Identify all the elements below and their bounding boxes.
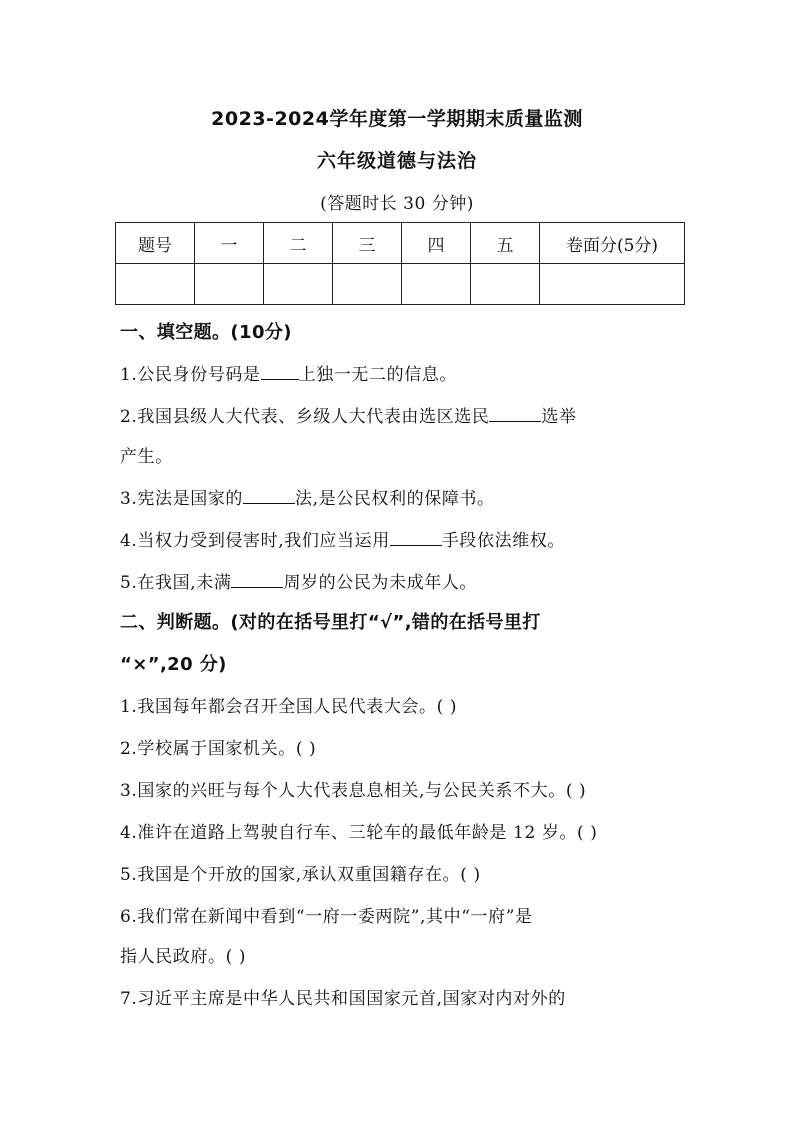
question-text: 5.在我国,未满: [120, 573, 232, 593]
judge-question: 4.准许在道路上驾驶自行车、三轮车的最低年龄是 12 岁。( ): [120, 823, 598, 843]
question-text: 2.我国县级人大代表、乡级人大代表由选区选民: [120, 407, 490, 427]
answer-blank[interactable]: [243, 489, 295, 504]
judge-question: 3.国家的兴旺与每个人大代表息息相关,与公民关系不大。( ): [120, 781, 587, 801]
fill-question-1: [120, 360, 680, 385]
score-entry-cell[interactable]: [471, 264, 540, 305]
judge-question: 6.我们常在新闻中看到“一府一委两院”,其中“一府”是: [120, 907, 533, 927]
score-header-cell: 五: [471, 223, 540, 264]
score-entry-cell[interactable]: [195, 264, 264, 305]
question-text: 4.当权力受到侵害时,我们应当运用: [120, 531, 390, 551]
score-entry-cell[interactable]: [264, 264, 333, 305]
question-text: 1.公民身份号码是: [120, 365, 261, 385]
fill-question-3: [120, 484, 680, 509]
fill-question-4: [120, 526, 680, 551]
section2-heading: 二、判断题。(对的在括号里打“√”,错的在括号里打: [120, 612, 541, 633]
fill-question-2: [120, 402, 680, 427]
judge-question: 5.我国是个开放的国家,承认双重国籍存在。( ): [120, 865, 481, 885]
answer-blank[interactable]: [489, 407, 541, 422]
score-header-cell: 二: [264, 223, 333, 264]
answer-blank[interactable]: [390, 531, 442, 546]
judge-question: 7.习近平主席是中华人民共和国国家元首,国家对内对外的: [120, 989, 566, 1009]
score-table-header-row: [116, 223, 685, 264]
question-text: 法,是公民权利的保障书。: [295, 489, 495, 509]
judge-question: 2.学校属于国家机关。( ): [120, 739, 317, 759]
question-text: 选举: [541, 407, 577, 427]
score-table-entry-row: [116, 264, 685, 305]
score-entry-cell[interactable]: [333, 264, 402, 305]
exam-duration: (答题时长 30 分钟): [320, 194, 474, 214]
fill-question-5: [120, 568, 680, 593]
exam-subtitle: 六年级道德与法治: [316, 150, 477, 172]
score-header-cell: 题号: [116, 223, 195, 264]
judge-question: 1.我国每年都会召开全国人民代表大会。( ): [120, 697, 458, 717]
section2-heading-continued: “×”,20 分): [120, 654, 227, 675]
question-text: 上独一无二的信息。: [298, 365, 458, 385]
question-text: 周岁的公民为未成年人。: [283, 573, 478, 593]
score-header-cell: 一: [195, 223, 264, 264]
section1-heading: 一、填空题。(10分): [120, 322, 292, 343]
fill-question-2-continued: 产生。: [120, 447, 173, 467]
question-text: 手段依法维权。: [441, 531, 566, 551]
score-header-cell: 四: [402, 223, 471, 264]
score-entry-cell[interactable]: [402, 264, 471, 305]
exam-title: 2023-2024学年度第一学期期末质量监测: [211, 108, 583, 130]
answer-blank[interactable]: [261, 365, 299, 380]
score-table: [115, 222, 685, 305]
score-header-cell: 三: [333, 223, 402, 264]
answer-blank[interactable]: [231, 573, 283, 588]
judge-question-continued: 指人民政府。( ): [120, 947, 247, 967]
score-entry-cell[interactable]: [540, 264, 685, 305]
question-text: 3.宪法是国家的: [120, 489, 244, 509]
score-header-cell: 卷面分(5分): [540, 223, 685, 264]
score-entry-cell[interactable]: [116, 264, 195, 305]
